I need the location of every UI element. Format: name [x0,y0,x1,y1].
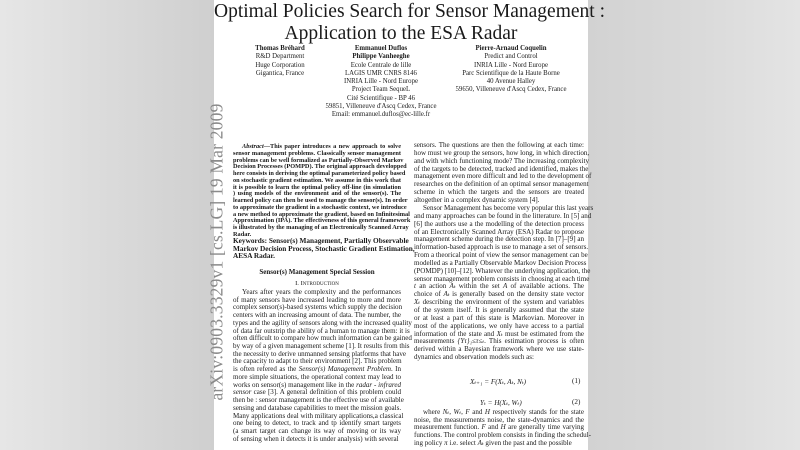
text-span: of the targets to be detected, tracked and identified, makes the [414,164,589,173]
italic-span: Xₜ [414,298,421,307]
text-span: —This paper introduces a new approach to solve [263,143,401,150]
text-span: then be : sensor management is the effective use of available [233,396,404,405]
session-heading: Sensor(s) Management Special Session [259,268,375,276]
author-affiliation-line: Huge Corporation [255,61,305,69]
text-span: and [469,408,485,416]
text-span: Radar. [233,230,252,238]
italic-span: A [502,282,508,291]
text-span: i.e. select [447,438,478,447]
text-span: an action [415,282,450,291]
text-span: AESA Radar. [233,251,275,261]
text-span: more simple situations, the operational context may lead to [233,372,401,381]
text-line [233,436,401,444]
text-span: the necessity to derive unmanned sensing platforms that have [233,349,406,358]
text-span: problems can be well formalized as Partially-Observed Markov [233,156,404,164]
text-span: and [485,423,501,432]
text-span: where [423,408,443,416]
text-span: , [461,408,466,416]
right-paragraph-3 [414,408,591,448]
italic-span: radar - infrared [356,380,401,389]
text-span: here consists in deriving the optimal parameterized policy based [233,170,406,177]
text-span: Many applications deal with military applications,a classical [233,411,404,420]
author-affiliation-line: Gigantica, France [255,69,305,77]
text-span: , [449,408,454,416]
text-span: centers with an increasing amount of data. The number, the [233,311,401,320]
italic-span: Sensor(s) Management Problem [298,365,391,374]
author-affiliation-line: 40 Avenue Halley [486,78,536,86]
text-line [233,224,409,232]
text-span: measurements [414,337,458,346]
text-span: learned policy can then be used to manage the sensor(s). In order [233,197,408,204]
text-span: and many approaches can be found in the litterature. In [5] and [414,211,592,220]
intro-paragraph [233,288,412,443]
text-span: . In [390,365,401,374]
text-span: must be estimated from the [502,329,584,338]
italic-span: F [481,423,486,432]
italic-span: Nₜ [442,408,450,416]
text-span: functions. The control problem consists in finding the schedul- [414,431,591,440]
author-affiliation-line: Parc Scientifique de la Haute Borne [462,69,560,77]
italic-span: sensor [233,388,252,397]
italic-span: H [484,408,490,416]
italic-span: Aₜ [443,290,450,299]
text-span: of many sensors have increased leading to more and more [233,295,401,304]
text-span: sensors. The questions are then the following at each time: [414,141,584,149]
italic-span: {Yτ}₁≤τ≤ₜ [457,337,485,346]
text-span: describing the environment of the system and variables [420,298,584,307]
text-span: noise, the measurements noise, the state-dynamics and the [414,415,584,424]
text-span: sensor management problems. Classically sensor management [233,149,401,157]
right-paragraph-1 [414,141,592,205]
text-span: Decision Processes (POMPD). The original approach developped [233,163,407,171]
equation-1: Xₜ₊₁ = F(Xₜ, Aₜ, Nₜ) [470,378,527,386]
text-span: (a smart target can change its way of moving or its way [233,426,401,435]
text-span: often difficult to compare how much information can be gained [233,334,412,343]
author-affiliation-line: R&D Department [255,53,305,61]
author-affiliation-line: Project Team SequeL [351,86,411,94]
italic-span: F [465,408,470,416]
text-span: sensing and database capabilities to meet the mission goals. [233,403,402,412]
abstract [233,143,411,239]
text-span: and with which functioning mode? The increasing complexity [414,156,590,165]
author-block [326,45,437,120]
text-span: management scheme during the detection step. In [7]–[9] an [414,235,584,244]
keywords [233,236,415,261]
text-span: Years after years the complexity and the performances [242,288,401,296]
text-span: modelled as a Partially Observable Markov Decision Process [414,258,587,267]
text-span: of an Electronically Scanned Array (ESA) Radar to propose [414,227,584,236]
italic-span: H [500,423,506,432]
text-span: complex sensor(s)-based systems which supply the decision [233,303,403,312]
text-span: Markov Decision Process, Stochastic Gradient Estimation, [233,243,415,253]
text-span: information of the state and [414,329,497,338]
text-span: (POMDP) [10]–[12]. Whatever the underlying application, the [414,266,591,275]
text-span: choice of [414,290,444,299]
author-affiliation-line: Cité Scientifique - BP 46 [346,94,416,102]
italic-span: Aₜ [449,282,456,291]
text-span: is often refered as the [233,365,299,374]
text-span: a new method to approximate the gradient, based on Infinitesimal [233,210,410,218]
author-affiliation-line: 59650, Villeneuve d'Ascq Cedex, France [455,86,567,94]
text-span: are generally time varying [505,423,584,432]
text-span: management even more difficult and led to the development of [414,172,592,181]
text-span: . This estimation process is often [484,337,584,346]
text-span: ing policy [414,438,445,447]
text-span: by way of a given management scheme [1]. It results from this [233,342,410,351]
text-span: From a theorical point of view the sensor management can be [414,251,588,260]
text-span: types and the agility of sensors along with the increased quality [233,318,412,327]
text-span: scheme in which the targets and the sensors are treated [414,188,584,197]
author-name: Pierre-Arnaud Coquelin [475,45,547,52]
author-affiliation-line: INRIA Lille - Nord Europe [474,61,548,69]
text-span: measurement function. [414,423,482,432]
paper-title-line-1: Optimal Policies Search for Sensor Management : [214,1,605,22]
text-span: of data far outstrip the ability of a human to manage them: it is [233,326,410,335]
text-line [414,354,584,362]
text-span: given the past and the possible [483,438,572,447]
author-affiliation-line: 59851, Villeneuve d'Ascq Cedex, France [325,103,437,111]
text-span: Sensor Management has become very popular this last years [423,204,594,212]
italic-span: Wₜ [453,408,462,416]
text-span: dynamics and observation models such as: [414,353,534,362]
text-span: of available actions. The [507,282,585,291]
text-span: researches on the definition of an optimal sensor management [414,180,589,189]
text-span: [6] the authors use a the modelling of the detection process [414,219,584,228]
text-span: case [3]. A general definition of this problem could [251,388,401,397]
text-span: on stochastic gradient estimation. We assume in this work that [233,176,401,184]
author-affiliation-line: Email: emmanuel.duflos@ec-lille.fr [331,111,431,119]
equation-1-number: (1) [572,377,581,385]
author-name: Philippe Vanheeghe [352,53,410,61]
italic-span: Abstract [242,143,264,150]
text-span: most of the applications, we only have access to a partial [414,321,584,330]
italic-span: Aₜ [477,438,484,447]
author-name: Emmanuel Duflos [354,45,408,52]
author-name: Thomas Bréhard [255,45,305,52]
text-span: of the system itself. It is generally assumed that the state [414,305,584,314]
text-span: works on sensor(s) management like in the [233,380,357,389]
arxiv-stamp: arXiv:0903.3329v1 [cs.LG] 19 Mar 2009 [206,103,227,401]
text-line [233,252,401,260]
text-span: it is possible to learn the optimal policy off-line (in simulation [233,183,401,191]
text-span: is illustrated by the managing of an Electronically Scanned Array [233,224,409,231]
author-block [456,45,567,95]
equation-2: Yₜ = H(Xₜ, Wₜ) [480,399,522,407]
text-span: or at least a part of this state is Markovian. Moreover in [414,313,584,322]
author-block [255,45,305,78]
text-span: to approximate the gradient in a stochastic context, we introduce [233,203,407,211]
text-span: sensor management problem consists in choosing at each time [414,274,590,283]
section-heading: I. Introduction [295,280,339,287]
text-span: altogether in a complex dynamic system [4]. [414,195,540,204]
text-span: Approximation (IPA). The effectiveness of this general framework [233,217,411,225]
author-affiliation-line: Ecole Centrale de lille [350,61,412,69]
text-span: how must we group the sensors, how long, in which direction, [414,148,590,157]
text-span: the capacity to adapt to their environment [2]. This problem [233,357,402,366]
text-span: within the set [455,282,503,291]
italic-span: π [444,438,448,447]
author-affiliation-line: Predict and Control [484,53,538,61]
text-span: respectively stands for the state [489,408,584,416]
paper-title-line-2: Application to the ESA Radar [284,23,518,44]
text-span: one being to detect, to track and tp identify smart targets [233,419,401,428]
equation-2-number: (2) [572,398,581,406]
italic-span: t [414,282,416,291]
text-span: of sensing when it detects it is under analysis) with several [233,434,399,443]
text-span: Keywords: Sensor(s) Management, Partially Observable [233,236,409,245]
text-span: information-based approach is use to manage a set of sensors. [414,243,589,252]
text-line [414,440,584,448]
author-affiliation-line: LAGIS UMR CNRS 8146 [345,69,417,77]
italic-span: Xₜ [496,329,503,338]
right-paragraph-2 [414,204,594,362]
text-span: derived within a Bayesian framework where we use state- [414,345,584,354]
author-affiliation-line: INRIA Lille - Nord Europe [344,78,418,86]
text-span: ) using models of the environment and of the sensor(s). The [233,190,401,198]
text-span: is generally based on the density state vector [449,290,584,299]
